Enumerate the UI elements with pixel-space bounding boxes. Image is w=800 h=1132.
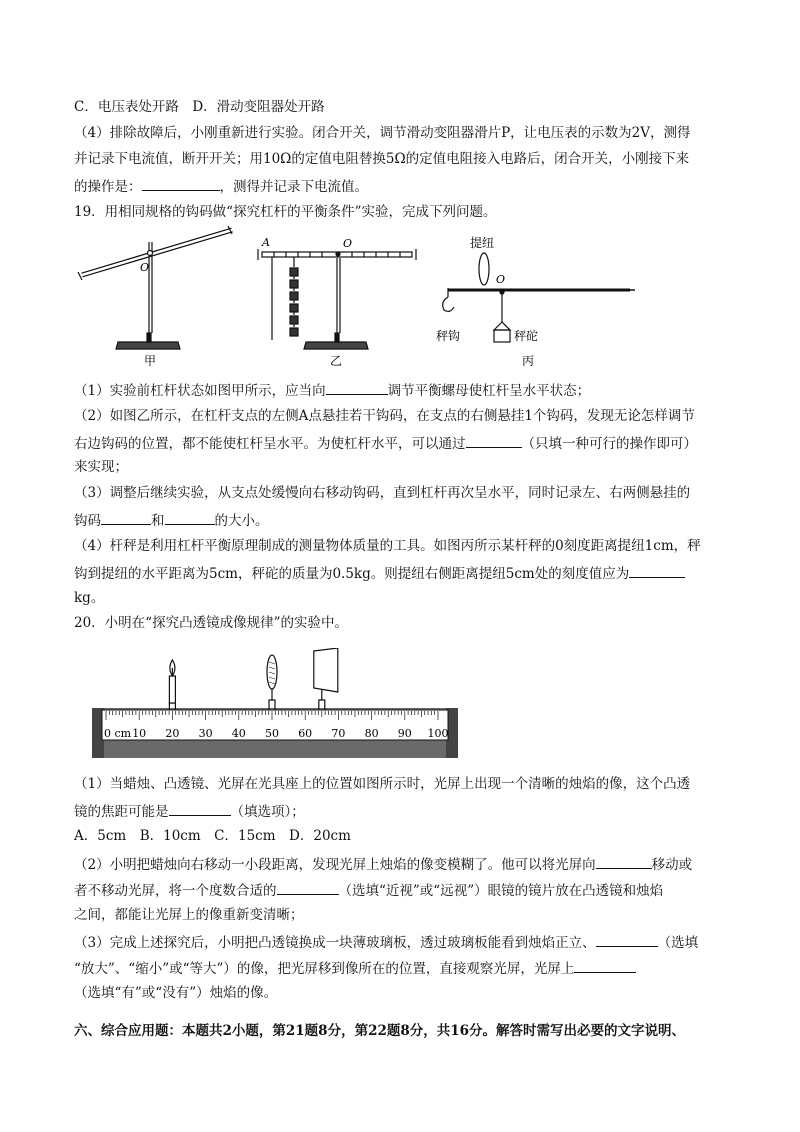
q19-part4-line1: （4）杆秤是利用杠杆平衡原理制成的测量物体质量的工具。如图丙所示某杆秤的0刻度距离提纽1cm，秤 [74,538,701,554]
ruler-tick-label: 40 [231,727,246,740]
ruler-tick-label: 0 cm [104,727,132,740]
q18-option-cd: C．电压表处开路 D．滑动变阻器处开路 [74,99,325,115]
caption-bing: 丙 [522,354,535,367]
figure-19 [60,222,740,367]
answer-blank[interactable] [466,433,522,448]
ruler-tick-label: 100 [427,727,449,740]
candle [169,660,175,710]
q20-part1-line2: 镜的焦距可能是 （填选项）； [74,801,305,821]
answer-blank[interactable] [596,932,658,947]
q20-part3-line1: （3）完成上述探究后，小明把凸透镜换成一块薄玻璃板，透过玻璃板能看到烛焰正立、 （选填 [74,932,698,952]
caption-yi: 乙 [330,354,343,367]
figure-bing [443,253,635,342]
q20-stem: 20．小明在“探究凸透镜成像规律”的实验中。 [74,615,348,631]
q18-part4-line3: 的操作是： ，测得并记录下电流值。 [74,176,368,196]
screen-panel [314,648,338,692]
answer-blank[interactable] [142,176,220,191]
q20-part1-options: A．5cm B．10cm C．15cm D．20cm [74,828,351,844]
answer-blank[interactable] [574,958,636,973]
q19-part2-line1: （2）如图乙所示，在杠杆支点的左侧A点悬挂若干钩码，在支点的右侧悬挂1个钩码，发现无论怎样调节 [74,408,695,424]
q19-part3-line2: 钩码 和 的大小。 [74,510,269,530]
ruler-tick-label: 90 [397,727,412,740]
answer-blank[interactable] [165,510,215,525]
q18-part4-line2: 并记录下电流值，断开开关；用10Ω的定值电阻替换5Ω的定值电阻接入电路后，闭合开关，小刚接下来 [74,151,690,167]
ruler-tick-label: 20 [165,727,180,740]
label-O-yi: O [343,237,353,250]
label-A: A [262,236,270,249]
label-O-jia: O [140,261,150,274]
answer-blank[interactable] [277,880,339,895]
q20-part1-line1: （1）当蜡烛、凸透镜、光屏在光具座上的位置如图所示时，光屏上出现一个清晰的烛焰的像，这个凸透 [74,776,691,792]
q20-part2-line2: 者不移动光屏，将一个度数合适的 （选填“近视”或“远视”）眼镜的镜片放在凸透镜和烛焰 [74,880,663,900]
q20-part3-line2: “放大”、“缩小”或“等大”）的像，把光屏移到像所在的位置，直接观察光屏，光屏上 [74,958,636,978]
figure-yi [258,249,416,349]
ruler-tick-label: 50 [265,727,279,740]
q19-part1: （1）实验前杠杆状态如图甲所示，应当向 调节平衡螺母使杠杆呈水平状态； [74,380,590,400]
label-chengtuo: 秤砣 [514,329,539,343]
ruler-tick-label: 10 [132,727,147,740]
q19-part2-line2: 右边钩码的位置，都不能使杠杆呈水平。为使杠杆水平，可以通过 （只填一种可行的操作即可） [74,433,697,453]
q19-part4-line2: 钩到提纽的水平距离为5cm，秤砣的质量为0.5kg。则提纽右侧距离提纽5cm处的刻度值应为 [74,563,685,583]
figure-jia [78,226,232,349]
answer-blank[interactable] [326,380,388,395]
ruler-tick-label: 80 [364,727,379,740]
section-6-heading: 六、综合应用题：本题共2小题，第21题8分，第22题8分，共16分。解答时需写出必要的文字说明、 [74,1023,686,1039]
candle-body [169,676,175,703]
q20-part2-line1: （2）小明把蜡烛向右移动一小段距离，发现光屏上烛焰的像变模糊了。他可以将光屏向 移动或 [74,854,692,874]
answer-blank[interactable] [629,563,685,578]
label-O-bing: O [496,273,506,286]
lens-body [267,655,277,689]
q19-part2-line3: 来实现； [74,459,128,475]
q19-stem: 19．用相同规格的钩码做“探究杠杆的平衡条件”实验，完成下列问题。 [74,204,497,220]
label-tiniu: 提纽 [470,236,495,250]
ruler-tick-label: 60 [298,727,313,740]
q18-part4-line1: （4）排除故障后，小刚重新进行实验。闭合开关，调节滑动变阻器滑片P，让电压表的示数为2V，测得 [74,125,691,141]
ruler-tick-label: 30 [198,727,213,740]
caption-jia: 甲 [144,354,157,367]
answer-blank[interactable] [169,801,231,816]
answer-blank[interactable] [596,854,652,869]
q19-part4-line3: kg。 [74,590,105,606]
light-screen [314,648,338,710]
label-chenggou: 秤钩 [436,329,461,343]
q20-part3-line3: （选填“有”或“没有”）烛焰的像。 [74,985,278,1001]
convex-lens [267,655,277,710]
q19-part3-line1: （3）调整后继续实验，从支点处缓慢向右移动钩码，直到杠杆再次呈水平，同时记录左、右两侧悬挂的 [74,485,691,501]
ruler-tick-label: 70 [331,727,346,740]
q20-part2-line3: 之间，都能让光屏上的像重新变清晰； [74,907,304,923]
answer-blank[interactable] [101,510,151,525]
figure-20-optical-bench [90,648,460,760]
